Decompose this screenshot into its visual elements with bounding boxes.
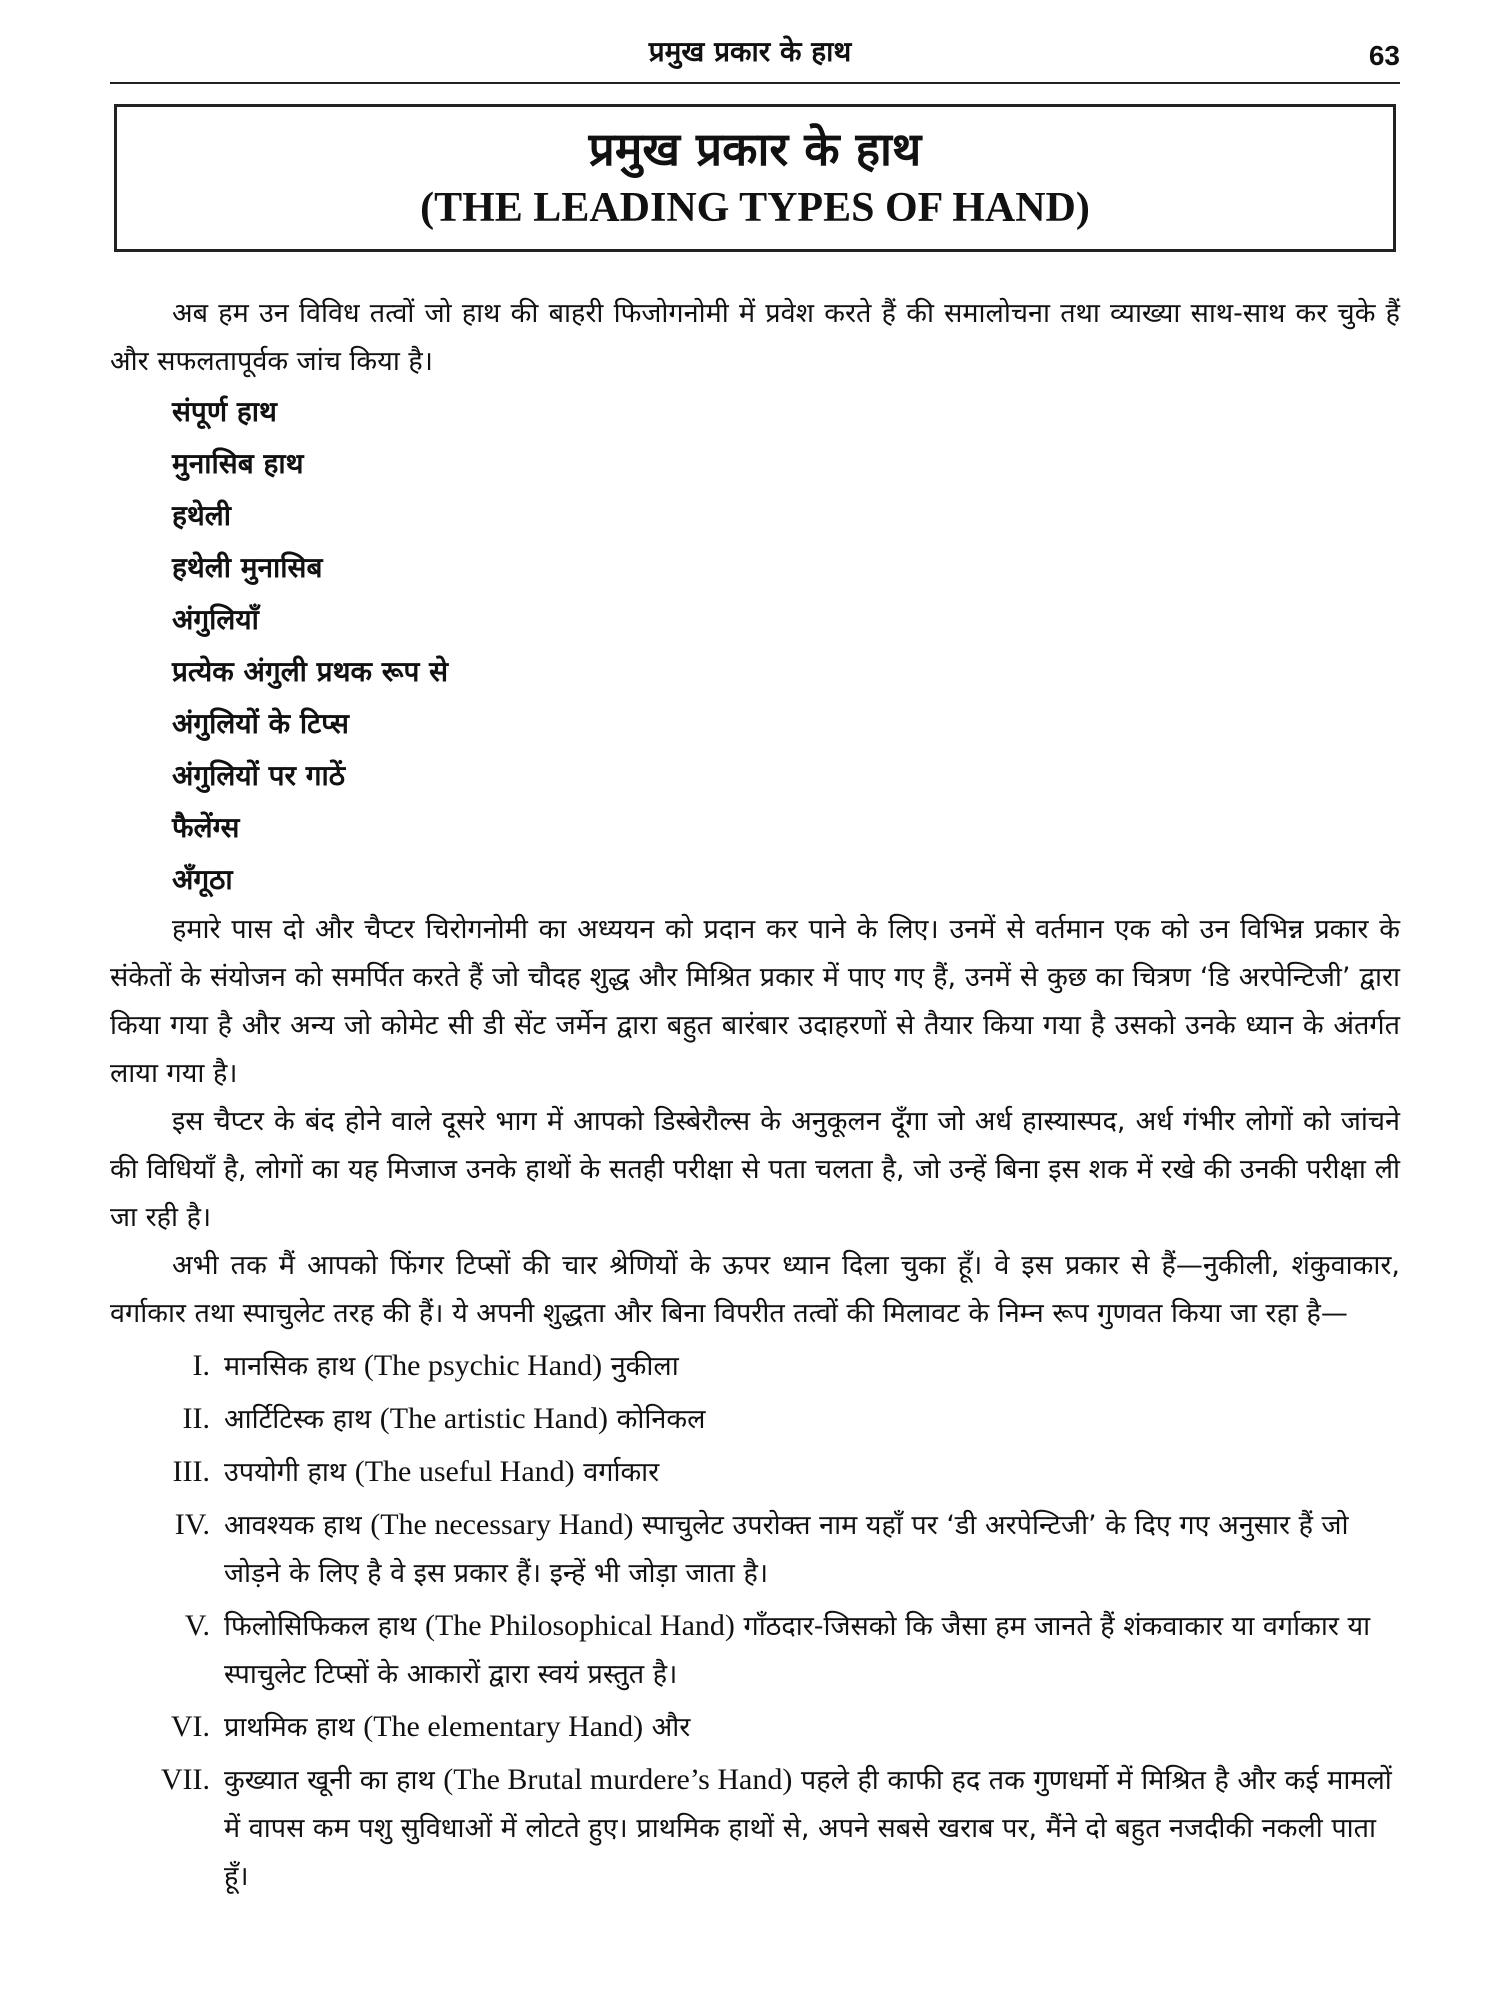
hand-type-english: (The Philosophical Hand) (424, 1609, 735, 1642)
topic-item: हथेली (172, 499, 231, 532)
hand-type-description: नुकीला (602, 1351, 679, 1382)
roman-numeral: V. (184, 1609, 210, 1642)
roman-numeral: III. (172, 1455, 210, 1488)
body-paragraph: अभी तक मैं आपको फिंगर टिप्सों की चार श्रेणियों के ऊपर ध्यान दिला चुका हूँ। वे इस प्रकार से हैं—नुकीली, शंकुवाकार, वर्गाकार तथा स्पाचुलेट तरह की हैं। ये अपनी शुद्धता और बिना विपरीत तत्वों की मिलावट के निम्न रूप गुणवत किया जा रहा है— (110, 1250, 1400, 1329)
hand-type-item (110, 1395, 1400, 1444)
topic-item: अंगुलियों के टिप्स (172, 707, 349, 740)
hand-type-english: (The psychic Hand) (363, 1349, 603, 1382)
topic-item: संपूर्ण हाथ (172, 395, 277, 428)
topic-item: अंगुलियाँ (172, 603, 259, 636)
hand-type-hindi: आवश्यक हाथ (224, 1510, 371, 1541)
hand-type-item (110, 1501, 1400, 1598)
hand-type-english: (The necessary Hand) (370, 1508, 634, 1541)
topic-item: फैलेंग्स (172, 811, 240, 844)
topic-item: अँगूठा (172, 863, 233, 896)
hand-type-description: पहले ही काफी हद तक गुणधर्मो में मिश्रित है और कई मामलों में वापस कम पशु सुविधाओं में लोटते हुए। प्राथमिक हाथों से, अपने सबसे खराब पर, मैंने दो बहुत नजदीकी नकली पाता हूँ। (224, 1765, 1392, 1892)
body-paragraph: हमारे पास दो और चैप्टर चिरोगनोमी का अध्ययन को प्रदान कर पाने के लिए। उनमें से वर्तमान एक को उन विभिन्न प्रकार के संकेतों के संयोजन को समर्पित करते हैं जो चौदह शुद्ध और मिश्रित प्रकार में पाए गए हैं, उनमें से कुछ का चित्रण ‘डि अरपेन्टिजी’ द्वारा किया गया है और अन्य जो कोमेट सी डी सेंट जर्मेन द्वारा बहुत बारंबार उदाहरणों से तैयार किया गया है उसको उनके ध्यान के अंतर्गत लाया गया है। (110, 914, 1400, 1089)
hand-types-list (110, 1342, 1400, 1901)
page-body (110, 290, 1400, 1905)
hand-type-hindi: प्राथमिक हाथ (224, 1712, 364, 1743)
hand-type-hindi: आर्टिटिस्क हाथ (224, 1404, 380, 1435)
roman-numeral: II. (182, 1402, 210, 1435)
hand-type-description: और (643, 1712, 691, 1743)
body-paragraph: इस चैप्टर के बंद होने वाले दूसरे भाग में आपको डिस्बेरौल्स के अनुकूलन दूँगा जो अर्ध हास्यास्पद, अर्ध गंभीर लोगों को जांचने की विधियाँ है, लोगों का यह मिजाज उनके हाथों के सतही परीक्षा से पता चलता है, जो उन्हें बिना इस शक में रखे की उनकी परीक्षा ली जा रही है। (110, 1106, 1400, 1233)
chapter-title-english: (THE LEADING TYPES OF HAND) (420, 185, 1090, 231)
hand-type-english: (The artistic Hand) (379, 1402, 609, 1435)
chapter-title-box (114, 104, 1396, 252)
intro-paragraph: अब हम उन विविध तत्वों जो हाथ की बाहरी फिजोगनोमी में प्रवेश करते हैं की समालोचना तथा व्याख्या साथ-साथ कर चुके हैं और सफलतापूर्वक जांच किया है। (110, 298, 1400, 377)
running-head: प्रमुख प्रकार के हाथ (648, 35, 852, 68)
hand-type-item (110, 1342, 1400, 1391)
roman-numeral: IV. (174, 1508, 210, 1541)
hand-type-english: (The Brutal murdere’s Hand) (443, 1763, 793, 1796)
hand-type-hindi: उपयोगी हाथ (224, 1457, 355, 1488)
roman-numeral: I. (192, 1349, 210, 1382)
hand-type-description: गाँठदार-जिसको कि जैसा हम जानते हैं शंकवाकार या वर्गाकार या स्पाचुलेट टिप्सों के आकारों द्वारा स्वयं प्रस्तुत है। (224, 1611, 1371, 1690)
hand-type-hindi: कुख्यात खूनी का हाथ (224, 1765, 444, 1796)
hand-type-item (110, 1602, 1400, 1699)
topic-item: हथेली मुनासिब (172, 551, 323, 584)
hand-type-item (110, 1703, 1400, 1752)
hand-type-description: स्पाचुलेट उपरोक्त नाम यहाँ पर ‘डी अरपेन्टिजी’ के दिए गए अनुसार हैं जो जोड़ने के लिए है वे इस प्रकार हैं। इन्हें भी जोड़ा जाता है। (224, 1510, 1349, 1589)
topic-item: मुनासिब हाथ (172, 447, 304, 480)
hand-type-hindi: फिलोसिफिकल हाथ (224, 1611, 425, 1642)
hand-type-description: वर्गाकार (574, 1457, 660, 1488)
hand-type-english: (The useful Hand) (354, 1455, 575, 1488)
page-number: 63 (1368, 40, 1400, 71)
topics-list (110, 386, 1400, 906)
chapter-title-hindi: प्रमुख प्रकार के हाथ (588, 122, 922, 176)
hand-type-hindi: मानसिक हाथ (224, 1351, 364, 1382)
header-rule (110, 82, 1400, 84)
hand-type-item (110, 1756, 1400, 1901)
roman-numeral: VI. (170, 1710, 210, 1743)
topic-item: अंगुलियों पर गाठें (172, 759, 346, 792)
hand-type-description: कोनिकल (608, 1404, 706, 1435)
topic-item: प्रत्येक अंगुली प्रथक रूप से (172, 655, 449, 688)
roman-numeral: VII. (160, 1763, 210, 1796)
hand-type-item (110, 1448, 1400, 1497)
hand-type-english: (The elementary Hand) (363, 1710, 644, 1743)
